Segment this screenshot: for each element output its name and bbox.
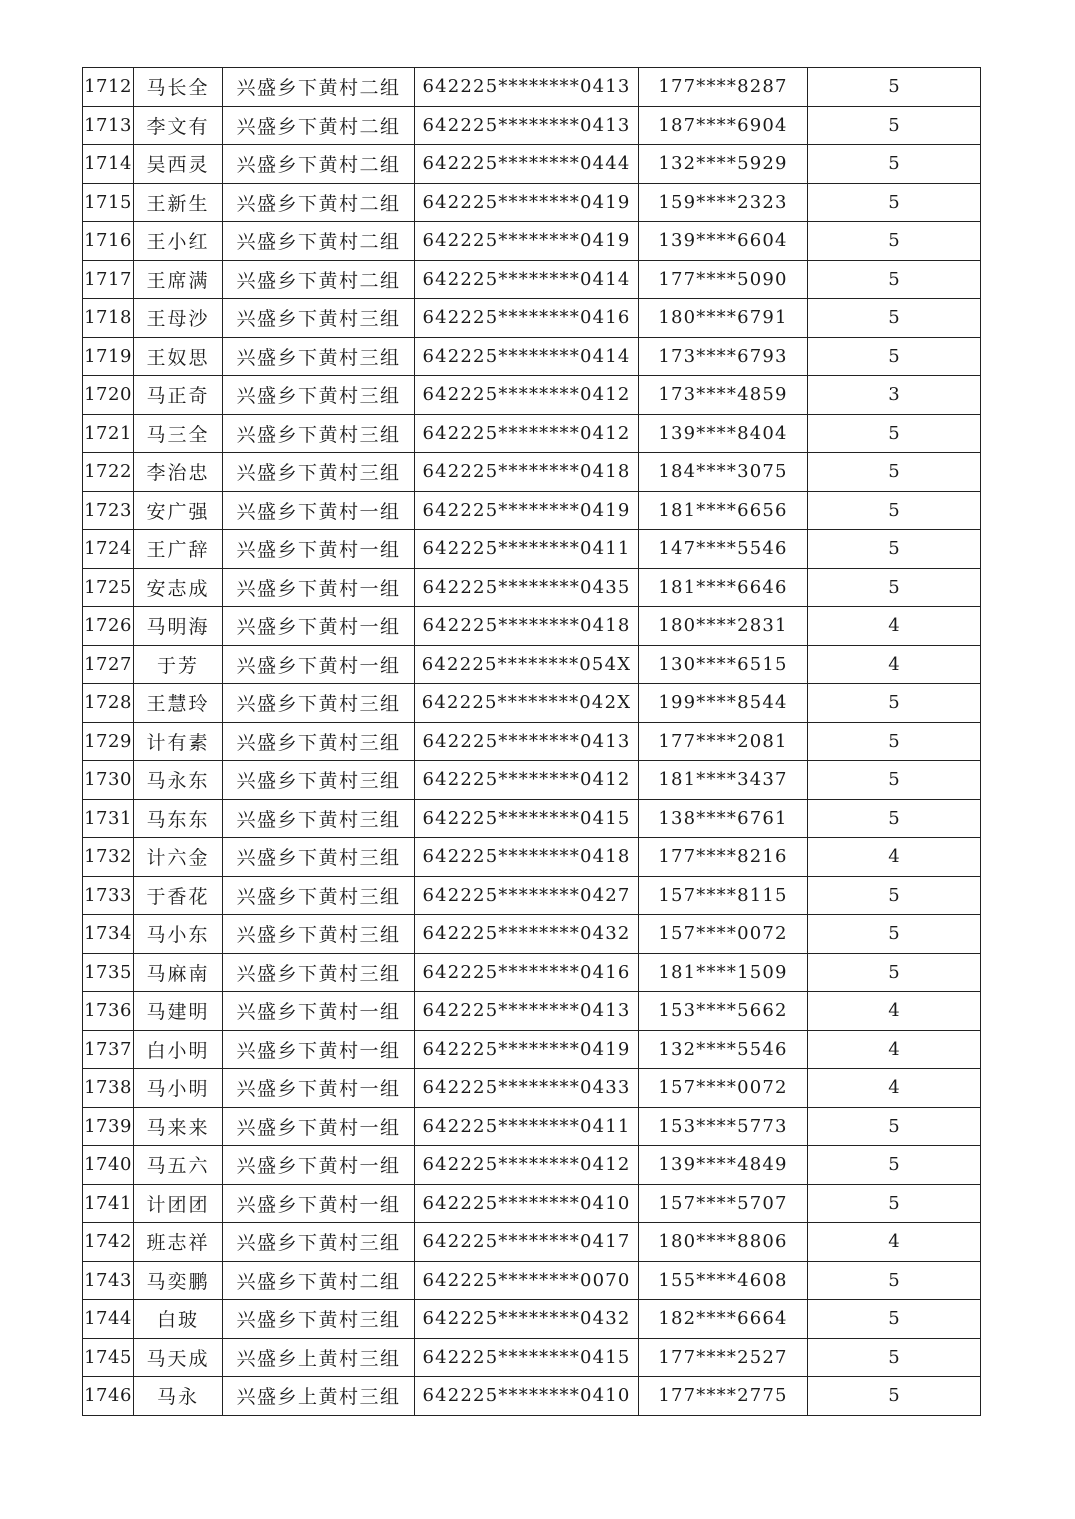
phone-cell: 139****8404 <box>639 414 808 453</box>
phone-cell: 177****2775 <box>639 1377 808 1416</box>
phone-cell: 130****6515 <box>639 645 808 684</box>
household-count-cell: 5 <box>808 222 981 261</box>
table-row <box>83 376 981 415</box>
phone-cell: 147****5546 <box>639 530 808 569</box>
table-row <box>83 1069 981 1108</box>
table-row <box>83 992 981 1031</box>
household-count-cell: 5 <box>808 1184 981 1223</box>
name-cell: 王新生 <box>134 183 223 222</box>
row-number-cell: 1736 <box>83 992 134 1031</box>
table-row <box>83 183 981 222</box>
table-row <box>83 953 981 992</box>
phone-cell: 132****5929 <box>639 145 808 184</box>
id-number-cell: 642225********0415 <box>415 799 639 838</box>
table-row <box>83 68 981 107</box>
phone-cell: 199****8544 <box>639 684 808 723</box>
address-cell: 兴盛乡下黄村三组 <box>223 876 415 915</box>
household-count-cell: 5 <box>808 1377 981 1416</box>
id-number-cell: 642225********0433 <box>415 1069 639 1108</box>
household-count-cell: 5 <box>808 1338 981 1377</box>
phone-cell: 181****3437 <box>639 761 808 800</box>
table-row <box>83 222 981 261</box>
table-row <box>83 722 981 761</box>
address-cell: 兴盛乡下黄村二组 <box>223 145 415 184</box>
id-number-cell: 642225********0412 <box>415 1146 639 1185</box>
table-row <box>83 1146 981 1185</box>
address-cell: 兴盛乡下黄村二组 <box>223 222 415 261</box>
address-cell: 兴盛乡下黄村一组 <box>223 607 415 646</box>
id-number-cell: 642225********0070 <box>415 1261 639 1300</box>
row-number-cell: 1718 <box>83 299 134 338</box>
id-number-cell: 642225********0414 <box>415 337 639 376</box>
id-number-cell: 642225********0412 <box>415 414 639 453</box>
id-number-cell: 642225********0415 <box>415 1338 639 1377</box>
id-number-cell: 642225********0412 <box>415 376 639 415</box>
household-count-cell: 5 <box>808 414 981 453</box>
id-number-cell: 642225********0412 <box>415 761 639 800</box>
name-cell: 王席满 <box>134 260 223 299</box>
roster-table <box>82 67 981 1416</box>
address-cell: 兴盛乡下黄村三组 <box>223 453 415 492</box>
phone-cell: 181****6656 <box>639 491 808 530</box>
household-count-cell: 3 <box>808 376 981 415</box>
address-cell: 兴盛乡下黄村一组 <box>223 992 415 1031</box>
id-number-cell: 642225********0416 <box>415 299 639 338</box>
address-cell: 兴盛乡下黄村一组 <box>223 1030 415 1069</box>
row-number-cell: 1717 <box>83 260 134 299</box>
id-number-cell: 642225********0410 <box>415 1377 639 1416</box>
id-number-cell: 642225********0413 <box>415 106 639 145</box>
row-number-cell: 1735 <box>83 953 134 992</box>
id-number-cell: 642225********0419 <box>415 1030 639 1069</box>
id-number-cell: 642225********0418 <box>415 453 639 492</box>
id-number-cell: 642225********0416 <box>415 953 639 992</box>
row-number-cell: 1730 <box>83 761 134 800</box>
address-cell: 兴盛乡下黄村一组 <box>223 1069 415 1108</box>
address-cell: 兴盛乡下黄村二组 <box>223 106 415 145</box>
phone-cell: 153****5773 <box>639 1107 808 1146</box>
id-number-cell: 642225********0418 <box>415 607 639 646</box>
name-cell: 于香花 <box>134 876 223 915</box>
household-count-cell: 5 <box>808 530 981 569</box>
row-number-cell: 1739 <box>83 1107 134 1146</box>
phone-cell: 177****2081 <box>639 722 808 761</box>
address-cell: 兴盛乡下黄村二组 <box>223 68 415 107</box>
row-number-cell: 1728 <box>83 684 134 723</box>
phone-cell: 157****5707 <box>639 1184 808 1223</box>
address-cell: 兴盛乡下黄村一组 <box>223 1184 415 1223</box>
id-number-cell: 642225********0419 <box>415 183 639 222</box>
phone-cell: 177****8216 <box>639 838 808 877</box>
row-number-cell: 1721 <box>83 414 134 453</box>
table-row <box>83 1300 981 1339</box>
household-count-cell: 5 <box>808 915 981 954</box>
phone-cell: 177****5090 <box>639 260 808 299</box>
table-row <box>83 1377 981 1416</box>
phone-cell: 157****0072 <box>639 1069 808 1108</box>
phone-cell: 181****6646 <box>639 568 808 607</box>
address-cell: 兴盛乡下黄村三组 <box>223 1300 415 1339</box>
address-cell: 兴盛乡下黄村二组 <box>223 1261 415 1300</box>
table-row <box>83 414 981 453</box>
phone-cell: 184****3075 <box>639 453 808 492</box>
id-number-cell: 642225********0444 <box>415 145 639 184</box>
name-cell: 计六金 <box>134 838 223 877</box>
row-number-cell: 1712 <box>83 68 134 107</box>
table-row <box>83 1223 981 1262</box>
household-count-cell: 5 <box>808 145 981 184</box>
table-row <box>83 1030 981 1069</box>
name-cell: 于芳 <box>134 645 223 684</box>
row-number-cell: 1745 <box>83 1338 134 1377</box>
table-row <box>83 491 981 530</box>
table-row <box>83 260 981 299</box>
table-row <box>83 1338 981 1377</box>
household-count-cell: 4 <box>808 1030 981 1069</box>
phone-cell: 180****8806 <box>639 1223 808 1262</box>
phone-cell: 187****6904 <box>639 106 808 145</box>
table-row <box>83 799 981 838</box>
address-cell: 兴盛乡下黄村三组 <box>223 953 415 992</box>
id-number-cell: 642225********0432 <box>415 915 639 954</box>
phone-cell: 182****6664 <box>639 1300 808 1339</box>
id-number-cell: 642225********042X <box>415 684 639 723</box>
row-number-cell: 1737 <box>83 1030 134 1069</box>
table-row <box>83 1261 981 1300</box>
phone-cell: 173****6793 <box>639 337 808 376</box>
household-count-cell: 5 <box>808 183 981 222</box>
table-row <box>83 1184 981 1223</box>
phone-cell: 139****6604 <box>639 222 808 261</box>
name-cell: 马小东 <box>134 915 223 954</box>
name-cell: 马永 <box>134 1377 223 1416</box>
table-row <box>83 106 981 145</box>
name-cell: 计有素 <box>134 722 223 761</box>
address-cell: 兴盛乡下黄村二组 <box>223 260 415 299</box>
table-row <box>83 1107 981 1146</box>
name-cell: 马明海 <box>134 607 223 646</box>
name-cell: 安广强 <box>134 491 223 530</box>
row-number-cell: 1725 <box>83 568 134 607</box>
row-number-cell: 1738 <box>83 1069 134 1108</box>
household-count-cell: 4 <box>808 607 981 646</box>
address-cell: 兴盛乡下黄村三组 <box>223 299 415 338</box>
household-count-cell: 4 <box>808 1069 981 1108</box>
id-number-cell: 642225********0413 <box>415 68 639 107</box>
household-count-cell: 5 <box>808 568 981 607</box>
household-count-cell: 5 <box>808 1300 981 1339</box>
phone-cell: 153****5662 <box>639 992 808 1031</box>
row-number-cell: 1716 <box>83 222 134 261</box>
household-count-cell: 5 <box>808 761 981 800</box>
household-count-cell: 5 <box>808 953 981 992</box>
row-number-cell: 1722 <box>83 453 134 492</box>
row-number-cell: 1714 <box>83 145 134 184</box>
household-count-cell: 5 <box>808 68 981 107</box>
row-number-cell: 1734 <box>83 915 134 954</box>
household-count-cell: 5 <box>808 337 981 376</box>
address-cell: 兴盛乡下黄村三组 <box>223 915 415 954</box>
name-cell: 王慧玲 <box>134 684 223 723</box>
household-count-cell: 5 <box>808 260 981 299</box>
phone-cell: 139****4849 <box>639 1146 808 1185</box>
address-cell: 兴盛乡下黄村三组 <box>223 761 415 800</box>
address-cell: 兴盛乡下黄村一组 <box>223 491 415 530</box>
phone-cell: 132****5546 <box>639 1030 808 1069</box>
id-number-cell: 642225********0414 <box>415 260 639 299</box>
phone-cell: 157****8115 <box>639 876 808 915</box>
table-row <box>83 453 981 492</box>
table-row <box>83 684 981 723</box>
household-count-cell: 5 <box>808 722 981 761</box>
row-number-cell: 1715 <box>83 183 134 222</box>
address-cell: 兴盛乡下黄村三组 <box>223 337 415 376</box>
table-row <box>83 761 981 800</box>
id-number-cell: 642225********0435 <box>415 568 639 607</box>
row-number-cell: 1726 <box>83 607 134 646</box>
name-cell: 马正奇 <box>134 376 223 415</box>
row-number-cell: 1732 <box>83 838 134 877</box>
table-row <box>83 530 981 569</box>
phone-cell: 177****8287 <box>639 68 808 107</box>
row-number-cell: 1740 <box>83 1146 134 1185</box>
name-cell: 马来来 <box>134 1107 223 1146</box>
row-number-cell: 1731 <box>83 799 134 838</box>
name-cell: 马五六 <box>134 1146 223 1185</box>
name-cell: 马三全 <box>134 414 223 453</box>
id-number-cell: 642225********0432 <box>415 1300 639 1339</box>
id-number-cell: 642225********0419 <box>415 491 639 530</box>
name-cell: 马东东 <box>134 799 223 838</box>
table-row <box>83 876 981 915</box>
phone-cell: 173****4859 <box>639 376 808 415</box>
household-count-cell: 5 <box>808 1261 981 1300</box>
name-cell: 班志祥 <box>134 1223 223 1262</box>
address-cell: 兴盛乡下黄村三组 <box>223 799 415 838</box>
name-cell: 马麻南 <box>134 953 223 992</box>
address-cell: 兴盛乡下黄村三组 <box>223 838 415 877</box>
household-count-cell: 5 <box>808 299 981 338</box>
id-number-cell: 642225********0411 <box>415 530 639 569</box>
phone-cell: 180****6791 <box>639 299 808 338</box>
name-cell: 马长全 <box>134 68 223 107</box>
address-cell: 兴盛乡下黄村三组 <box>223 414 415 453</box>
name-cell: 白小明 <box>134 1030 223 1069</box>
phone-cell: 180****2831 <box>639 607 808 646</box>
row-number-cell: 1720 <box>83 376 134 415</box>
household-count-cell: 4 <box>808 1223 981 1262</box>
name-cell: 王广辞 <box>134 530 223 569</box>
id-number-cell: 642225********0413 <box>415 992 639 1031</box>
id-number-cell: 642225********0411 <box>415 1107 639 1146</box>
table-row <box>83 568 981 607</box>
address-cell: 兴盛乡下黄村一组 <box>223 1107 415 1146</box>
row-number-cell: 1742 <box>83 1223 134 1262</box>
phone-cell: 177****2527 <box>639 1338 808 1377</box>
phone-cell: 157****0072 <box>639 915 808 954</box>
table-row <box>83 838 981 877</box>
name-cell: 吴西灵 <box>134 145 223 184</box>
phone-cell: 155****4608 <box>639 1261 808 1300</box>
household-count-cell: 5 <box>808 491 981 530</box>
name-cell: 李治忠 <box>134 453 223 492</box>
name-cell: 王奴思 <box>134 337 223 376</box>
address-cell: 兴盛乡上黄村三组 <box>223 1377 415 1416</box>
address-cell: 兴盛乡下黄村一组 <box>223 1146 415 1185</box>
id-number-cell: 642225********0419 <box>415 222 639 261</box>
household-count-cell: 5 <box>808 876 981 915</box>
household-count-cell: 5 <box>808 799 981 838</box>
id-number-cell: 642225********0413 <box>415 722 639 761</box>
household-count-cell: 5 <box>808 684 981 723</box>
roster-table-body <box>83 68 981 1416</box>
row-number-cell: 1729 <box>83 722 134 761</box>
household-count-cell: 4 <box>808 992 981 1031</box>
row-number-cell: 1724 <box>83 530 134 569</box>
name-cell: 马永东 <box>134 761 223 800</box>
household-count-cell: 4 <box>808 838 981 877</box>
address-cell: 兴盛乡上黄村三组 <box>223 1338 415 1377</box>
address-cell: 兴盛乡下黄村三组 <box>223 376 415 415</box>
phone-cell: 181****1509 <box>639 953 808 992</box>
household-count-cell: 5 <box>808 106 981 145</box>
row-number-cell: 1727 <box>83 645 134 684</box>
address-cell: 兴盛乡下黄村一组 <box>223 645 415 684</box>
name-cell: 马建明 <box>134 992 223 1031</box>
phone-cell: 159****2323 <box>639 183 808 222</box>
id-number-cell: 642225********0410 <box>415 1184 639 1223</box>
address-cell: 兴盛乡下黄村一组 <box>223 530 415 569</box>
table-row <box>83 607 981 646</box>
table-row <box>83 145 981 184</box>
id-number-cell: 642225********0417 <box>415 1223 639 1262</box>
name-cell: 安志成 <box>134 568 223 607</box>
row-number-cell: 1733 <box>83 876 134 915</box>
address-cell: 兴盛乡下黄村三组 <box>223 684 415 723</box>
name-cell: 王小红 <box>134 222 223 261</box>
name-cell: 计团团 <box>134 1184 223 1223</box>
row-number-cell: 1723 <box>83 491 134 530</box>
address-cell: 兴盛乡下黄村三组 <box>223 1223 415 1262</box>
id-number-cell: 642225********054X <box>415 645 639 684</box>
row-number-cell: 1713 <box>83 106 134 145</box>
row-number-cell: 1719 <box>83 337 134 376</box>
row-number-cell: 1744 <box>83 1300 134 1339</box>
address-cell: 兴盛乡下黄村一组 <box>223 568 415 607</box>
household-count-cell: 4 <box>808 645 981 684</box>
household-count-cell: 5 <box>808 453 981 492</box>
name-cell: 马奕鹏 <box>134 1261 223 1300</box>
id-number-cell: 642225********0418 <box>415 838 639 877</box>
table-row <box>83 915 981 954</box>
table-row <box>83 337 981 376</box>
name-cell: 马天成 <box>134 1338 223 1377</box>
phone-cell: 138****6761 <box>639 799 808 838</box>
table-row <box>83 645 981 684</box>
household-count-cell: 5 <box>808 1146 981 1185</box>
address-cell: 兴盛乡下黄村三组 <box>223 722 415 761</box>
name-cell: 李文有 <box>134 106 223 145</box>
row-number-cell: 1743 <box>83 1261 134 1300</box>
name-cell: 王母沙 <box>134 299 223 338</box>
id-number-cell: 642225********0427 <box>415 876 639 915</box>
row-number-cell: 1741 <box>83 1184 134 1223</box>
household-count-cell: 5 <box>808 1107 981 1146</box>
row-number-cell: 1746 <box>83 1377 134 1416</box>
name-cell: 马小明 <box>134 1069 223 1108</box>
address-cell: 兴盛乡下黄村二组 <box>223 183 415 222</box>
table-row <box>83 299 981 338</box>
name-cell: 白玻 <box>134 1300 223 1339</box>
